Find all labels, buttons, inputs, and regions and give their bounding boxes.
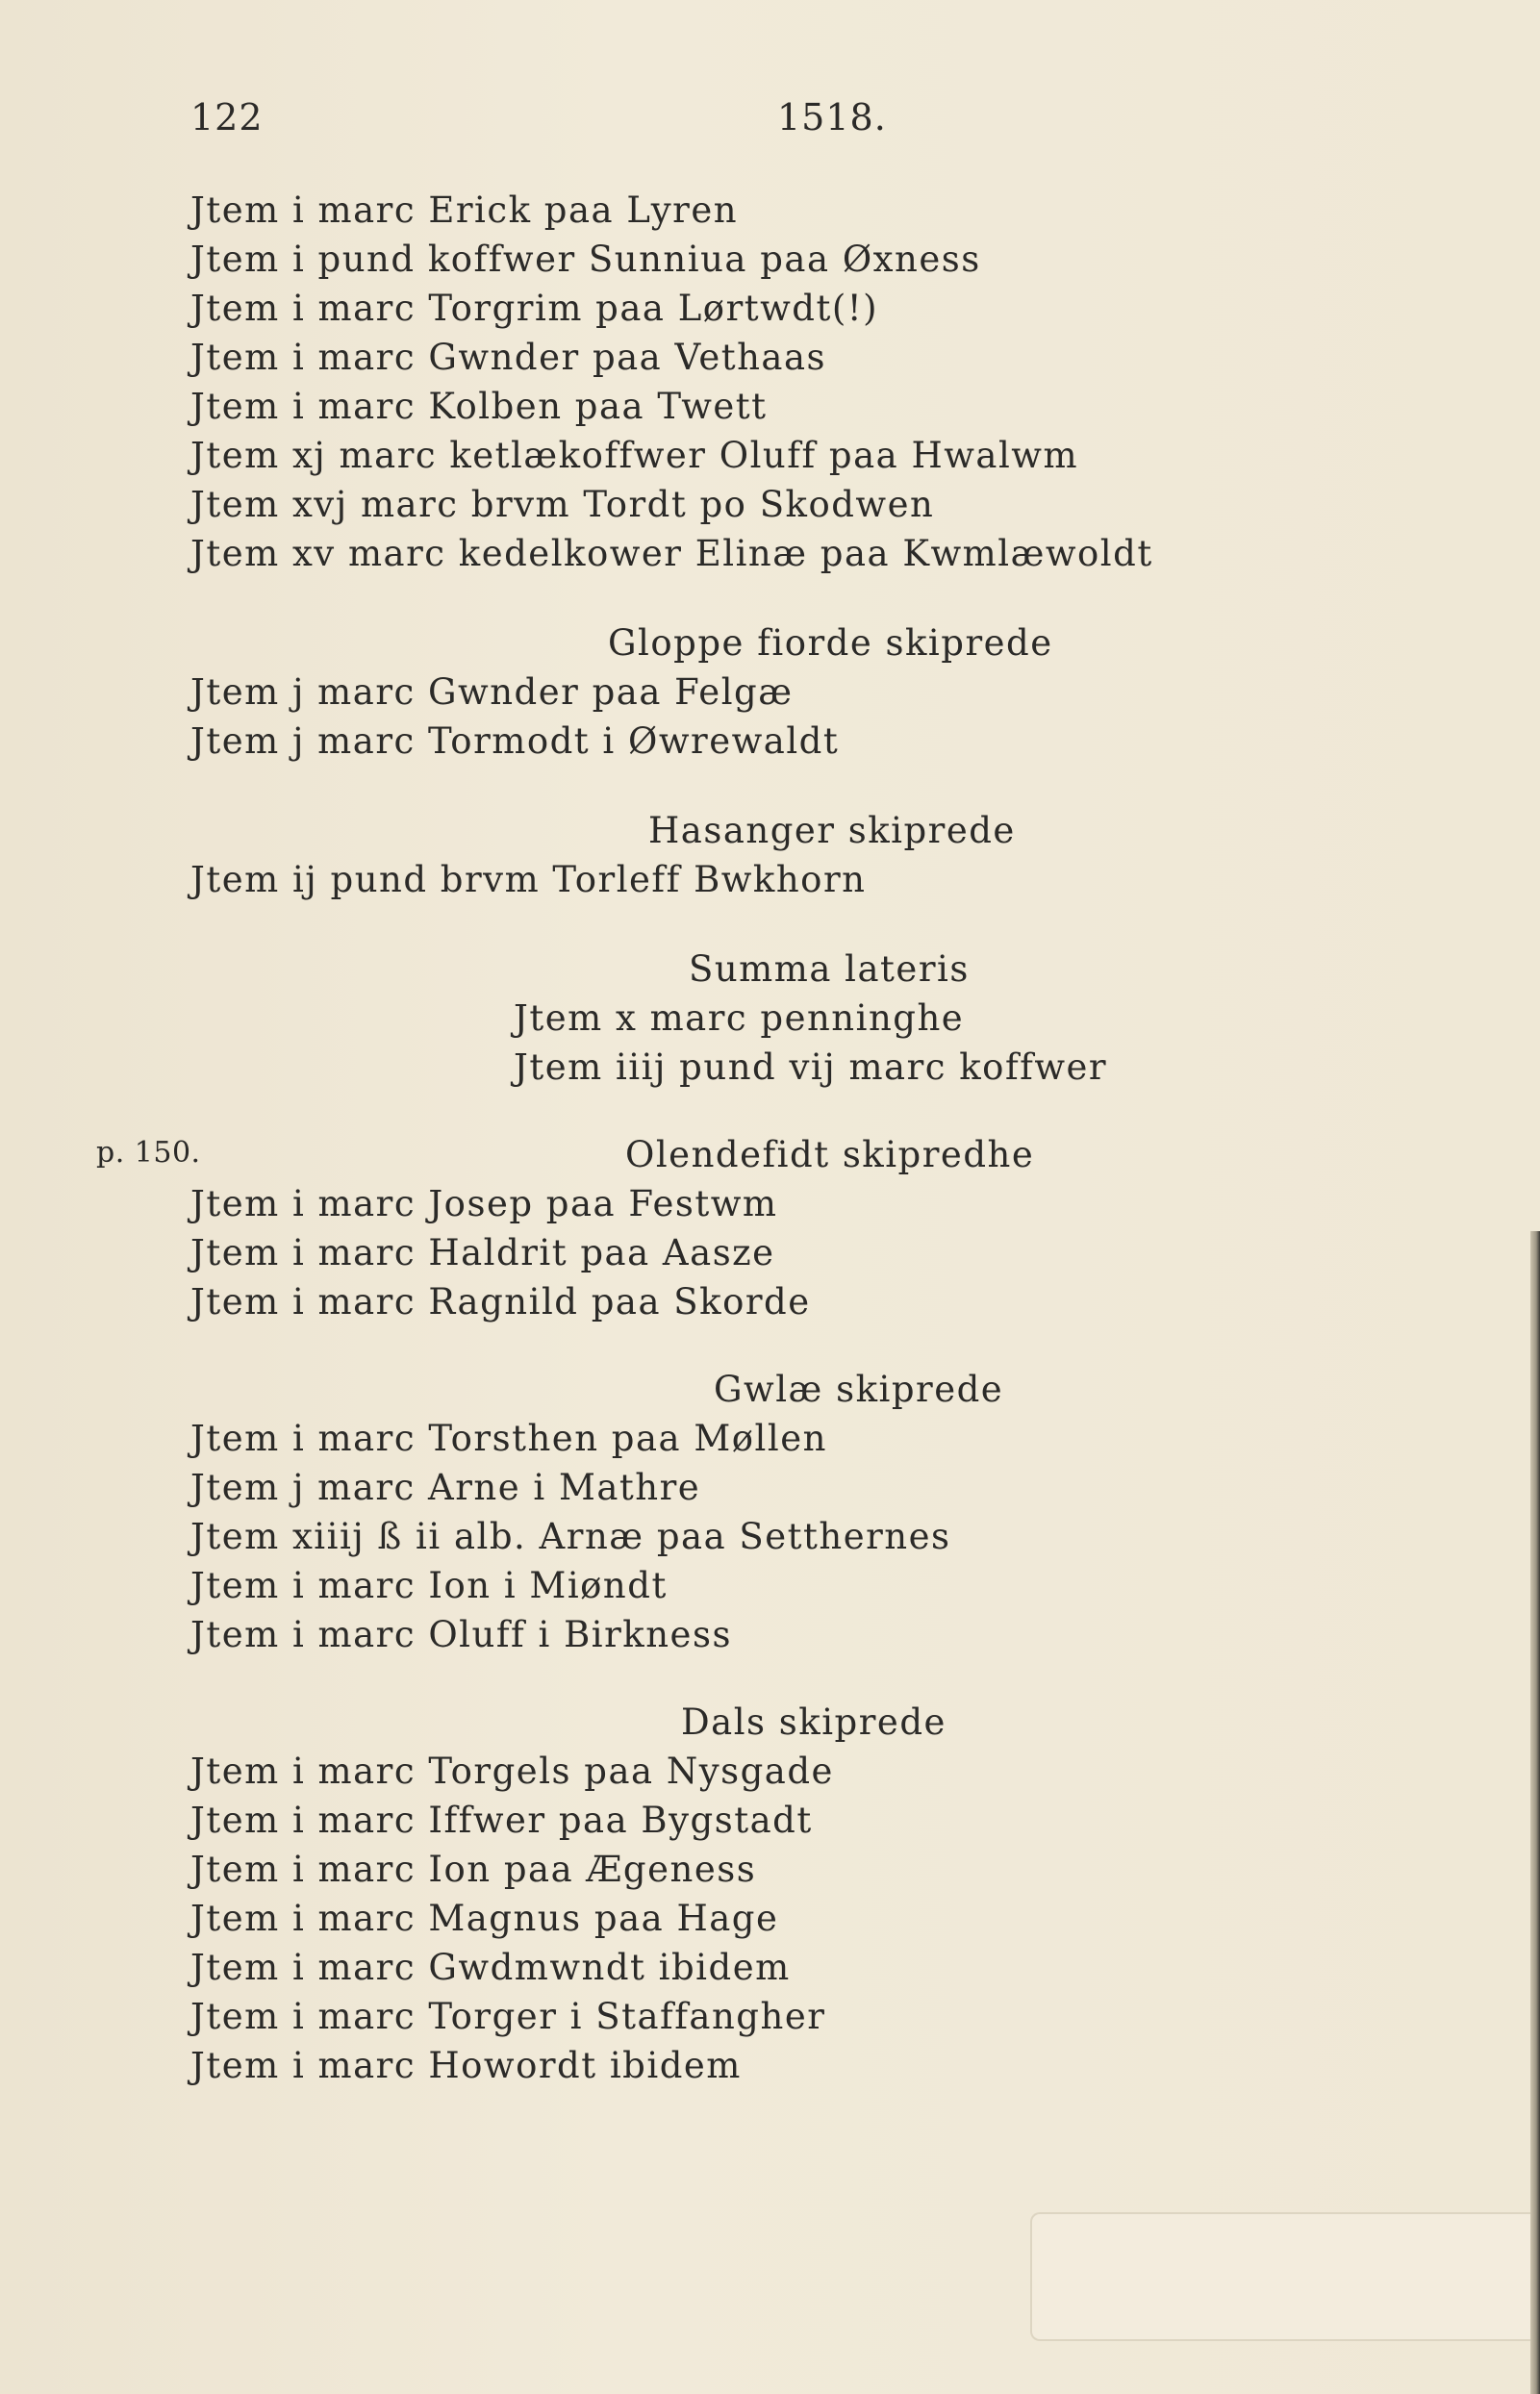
entry-line: Jtem i marc Josep paa Festwm	[190, 1183, 778, 1224]
section-title: Hasanger skiprede	[648, 810, 1016, 851]
summa-title: Summa lateris	[689, 948, 970, 990]
entry-line: Jtem i marc Howordt ibidem	[190, 2045, 742, 2086]
page-year: 1518.	[777, 96, 887, 139]
entry-line: Jtem j marc Tormodt i Øwrewaldt	[190, 720, 840, 762]
section-title: Gloppe fiorde skiprede	[608, 622, 1053, 664]
entry-line: Jtem j marc Gwnder paa Felgæ	[190, 671, 794, 713]
section-title: Gwlæ skiprede	[714, 1369, 1004, 1410]
spacer	[190, 1092, 1152, 1130]
entry-line: Jtem i marc Torger i Staffangher	[190, 1996, 826, 2037]
section-title: Dals skiprede	[681, 1701, 947, 1743]
entry-line: Jtem i marc Kolben paa Twett	[190, 386, 768, 427]
entry-line: Jtem ij pund brvm Torleff Bwkhorn	[190, 859, 867, 900]
entry-line: Jtem i pund koffwer Sunniua paa Øxness	[190, 239, 981, 280]
margin-page-reference: p. 150.	[96, 1136, 201, 1170]
spacer	[190, 1659, 1152, 1698]
entry-line: Jtem xv marc kedelkower Elinæ paa Kwmlæwoldt	[190, 533, 1153, 574]
entry-line: Jtem xj marc ketlækoffwer Oluff paa Hwalwm	[190, 435, 1079, 476]
summa-line: Jtem x marc penninghe	[514, 997, 965, 1039]
entry-line: Jtem i marc Torsthen paa Møllen	[190, 1418, 827, 1459]
entry-line: Jtem i marc Ion i Miøndt	[190, 1565, 668, 1606]
entry-line: Jtem i marc Ragnild paa Skorde	[190, 1281, 811, 1323]
spacer	[190, 1326, 1152, 1365]
entry-line: Jtem i marc Torgrim paa Lørtwdt(!)	[190, 288, 879, 329]
entry-line: Jtem i marc Oluff i Birkness	[190, 1614, 732, 1655]
page-number: 122	[190, 96, 264, 139]
entry-line: Jtem i marc Ion paa Ægeness	[190, 1849, 757, 1890]
entry-line: Jtem xiiij ß ii alb. Arnæ paa Setthernes	[190, 1516, 951, 1557]
book-spine-edge	[1530, 1231, 1540, 2394]
entry-line: Jtem j marc Arne i Mathre	[190, 1467, 701, 1508]
entry-line: Jtem i marc Gwnder paa Vethaas	[190, 337, 827, 378]
entry-line: Jtem i marc Magnus paa Hage	[190, 1898, 779, 1939]
text-body	[190, 186, 1152, 2090]
entry-line: Jtem i marc Iffwer paa Bygstadt	[190, 1800, 813, 1841]
entry-line: Jtem i marc Erick paa Lyren	[190, 189, 739, 231]
section-title: Olendefidt skipredhe	[625, 1134, 1035, 1175]
entry-line: Jtem i marc Gwdmwndt ibidem	[190, 1947, 791, 1988]
entry-line: Jtem i marc Torgels paa Nysgade	[190, 1751, 834, 1792]
spacer	[190, 578, 1152, 618]
entry-line: Jtem i marc Haldrit paa Aasze	[190, 1232, 775, 1273]
entry-line: Jtem xvj marc brvm Tordt po Skodwen	[190, 484, 935, 525]
summa-line: Jtem iiij pund vij marc koffwer	[514, 1046, 1108, 1088]
paper-slip	[1030, 2212, 1540, 2341]
spacer	[190, 904, 1152, 945]
spacer	[190, 766, 1152, 806]
